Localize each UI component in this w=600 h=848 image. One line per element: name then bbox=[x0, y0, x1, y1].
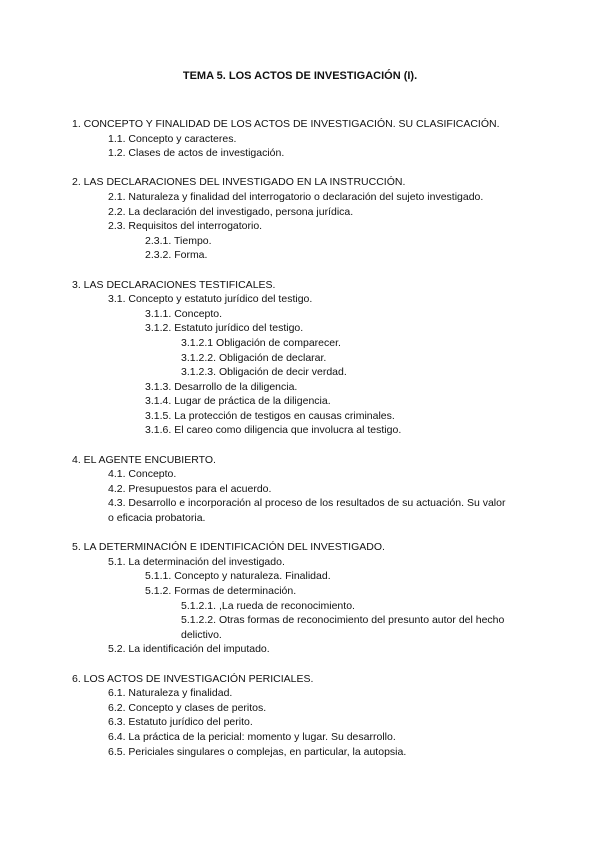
table-of-contents bbox=[0, 117, 600, 759]
page-title: TEMA 5. LOS ACTOS DE INVESTIGACIÓN (I). bbox=[182, 70, 418, 82]
list-subitem: 3.1.2. Estatuto jurídico del testigo. bbox=[145, 322, 304, 335]
section-heading: 2. LAS DECLARACIONES DEL INVESTIGADO EN LA INSTRUCCIÓN. bbox=[72, 176, 406, 189]
list-item: 2.1. Naturaleza y finalidad del interrogatorio o declaración del sujeto investigado. bbox=[108, 190, 484, 203]
list-subitem: 3.1.5. La protección de testigos en causas criminales. bbox=[145, 409, 395, 422]
list-item: 5.2. La identificación del imputado. bbox=[108, 643, 270, 656]
list-subsubitem: 3.1.2.3. Obligación de decir verdad. bbox=[181, 366, 347, 379]
list-item: 1.2. Clases de actos de investigación. bbox=[108, 147, 285, 160]
list-item: 3.1. Concepto y estatuto jurídico del testigo. bbox=[108, 293, 313, 306]
list-item: 6.5. Periciales singulares o complejas, en particular, la autopsia. bbox=[108, 745, 407, 758]
list-item: 4.3. Desarrollo e incorporación al proceso de los resultados de su actuación. Su valor o eficacia probatoria. bbox=[108, 497, 506, 525]
section-heading: 6. LOS ACTOS DE INVESTIGACIÓN PERICIALES. bbox=[72, 672, 314, 685]
list-item: 4.2. Presupuestos para el acuerdo. bbox=[108, 482, 272, 495]
list-subsubitem: 5.1.2.1. ,La rueda de reconocimiento. bbox=[181, 599, 355, 612]
list-subsubitem: 3.1.2.2. Obligación de declarar. bbox=[181, 351, 327, 364]
list-item: 6.3. Estatuto jurídico del perito. bbox=[108, 716, 253, 729]
list-subitem: 3.1.6. El careo como diligencia que involucra al testigo. bbox=[145, 424, 402, 437]
list-subitem: 2.3.1. Tiempo. bbox=[145, 234, 212, 247]
section-heading: 3. LAS DECLARACIONES TESTIFICALES. bbox=[72, 278, 276, 291]
list-subsubitem: 3.1.2.1 Obligación de comparecer. bbox=[181, 336, 341, 349]
list-item: 2.3. Requisitos del interrogatorio. bbox=[108, 220, 263, 233]
list-subitem: 5.1.2. Formas de determinación. bbox=[145, 585, 297, 597]
section-heading: 1. CONCEPTO Y FINALIDAD DE LOS ACTOS DE INVESTIGACIÓN. SU CLASIFICACIÓN. bbox=[72, 118, 500, 130]
list-subitem: 5.1.1. Concepto y naturaleza. Finalidad. bbox=[145, 570, 331, 583]
list-item: 6.4. La práctica de la pericial: momento y lugar. Su desarrollo. bbox=[108, 730, 396, 743]
list-subitem: 3.1.1. Concepto. bbox=[145, 307, 223, 320]
list-item: 6.2. Concepto y clases de peritos. bbox=[108, 701, 267, 714]
list-subitem: 2.3.2. Forma. bbox=[145, 249, 208, 262]
list-item: 1.1. Concepto y caracteres. bbox=[108, 132, 237, 145]
list-item: 6.1. Naturaleza y finalidad. bbox=[108, 687, 233, 700]
list-item: 5.1. La determinación del investigado. bbox=[108, 555, 285, 568]
list-subitem: 3.1.3. Desarrollo de la diligencia. bbox=[145, 380, 298, 393]
list-item: 4.1. Concepto. bbox=[108, 468, 177, 481]
section-heading: 4. EL AGENTE ENCUBIERTO. bbox=[72, 453, 216, 466]
list-subsubitem: 5.1.2.2. Otras formas de reconocimiento del presunto autor del hecho delictivo. bbox=[181, 614, 505, 641]
list-item: 2.2. La declaración del investigado, persona jurídica. bbox=[108, 205, 354, 218]
list-subitem: 3.1.4. Lugar de práctica de la diligencia. bbox=[145, 395, 331, 408]
section-heading: 5. LA DETERMINACIÓN E IDENTIFICACIÓN DEL INVESTIGADO. bbox=[72, 541, 385, 554]
